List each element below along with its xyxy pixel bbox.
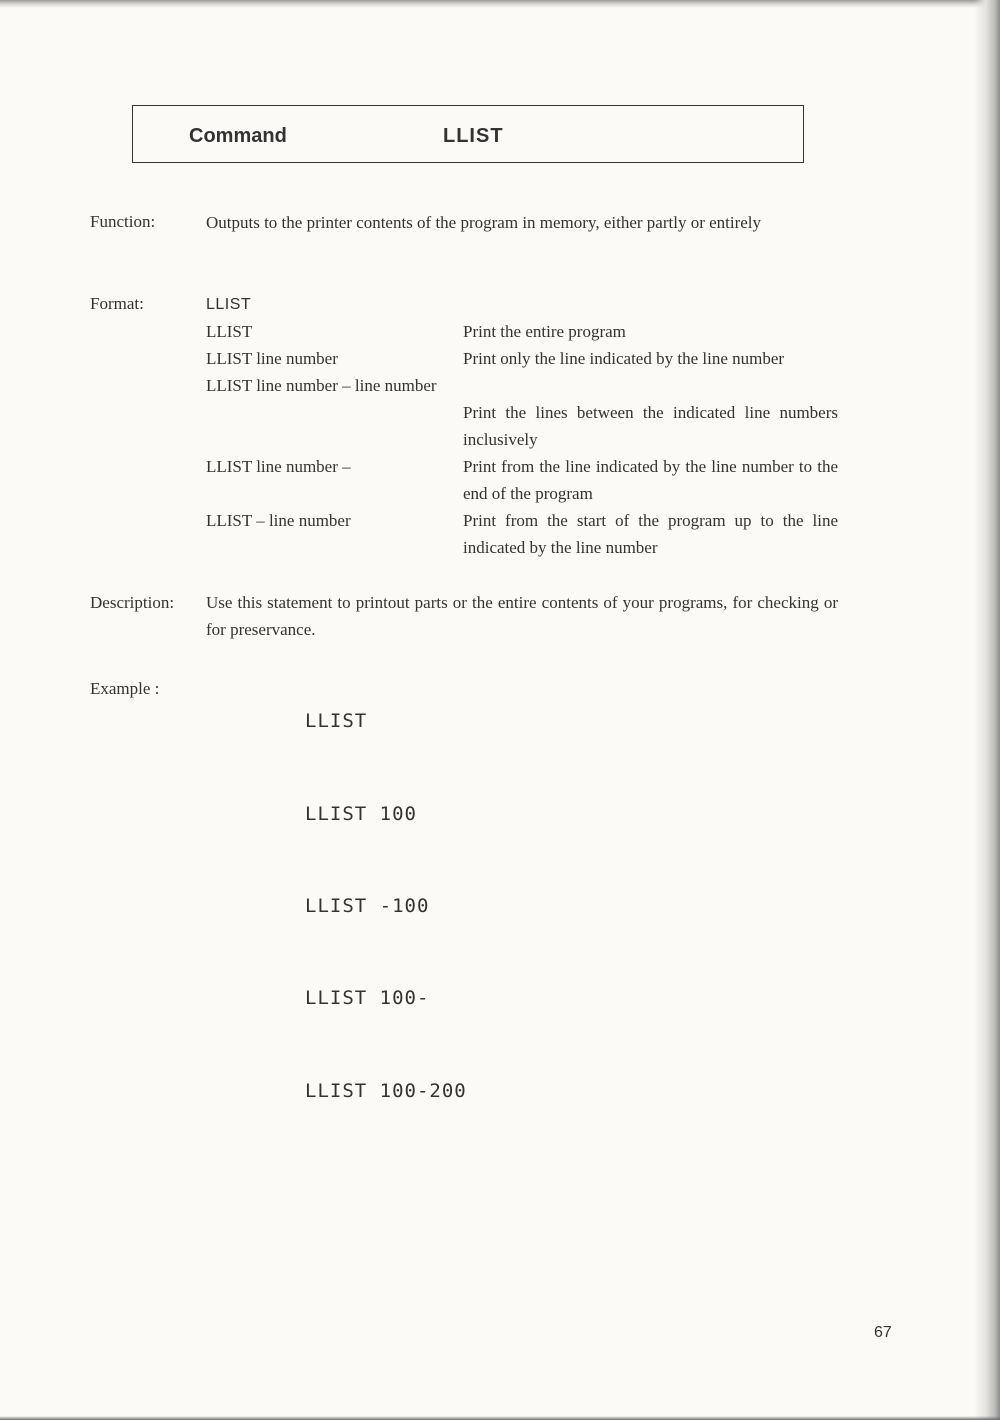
example-code-line: LLIST 100- <box>305 987 430 1009</box>
format-row-description: Print from the line indicated by the line number to the end of the program <box>463 457 838 503</box>
format-row-description: Print only the line indicated by the line number <box>463 349 785 368</box>
command-category: Command <box>189 125 287 147</box>
description-text: Use this statement to printout parts or the entire contents of your programs, for checking or for preservance. <box>206 593 838 639</box>
scan-edge-right <box>974 0 1000 1420</box>
format-row-syntax: LLIST <box>206 322 253 341</box>
format-syntax-line: LLIST <box>206 296 252 313</box>
command-header-box <box>132 105 804 163</box>
format-row-syntax: LLIST line number – line number <box>206 376 437 395</box>
example-code-line: LLIST 100 <box>305 803 417 825</box>
example-code-line: LLIST <box>305 710 368 732</box>
format-row-description: Print the entire program <box>463 322 626 341</box>
format-row-syntax: LLIST line number – <box>206 457 351 476</box>
format-row-syntax: LLIST line number <box>206 349 338 368</box>
format-row-description: Print the lines between the indicated line numbers inclusively <box>463 403 838 449</box>
description-label: Description: <box>90 593 175 612</box>
function-label: Function: <box>90 212 156 231</box>
example-code-line: LLIST 100-200 <box>305 1080 467 1102</box>
format-row-syntax: LLIST – line number <box>206 511 351 530</box>
format-row-description: Print from the start of the program up to the line indicated by the line number <box>463 511 838 557</box>
example-label: Example : <box>90 679 160 698</box>
page-number: 67 <box>874 1324 892 1341</box>
format-label: Format: <box>90 294 144 313</box>
scan-edge-top <box>0 0 1000 8</box>
function-text: Outputs to the printer contents of the program in memory, either partly or entirely <box>206 213 762 232</box>
example-code-line: LLIST -100 <box>305 895 430 917</box>
command-name: LLIST <box>443 125 504 147</box>
scan-edge-bottom <box>0 1416 1000 1420</box>
